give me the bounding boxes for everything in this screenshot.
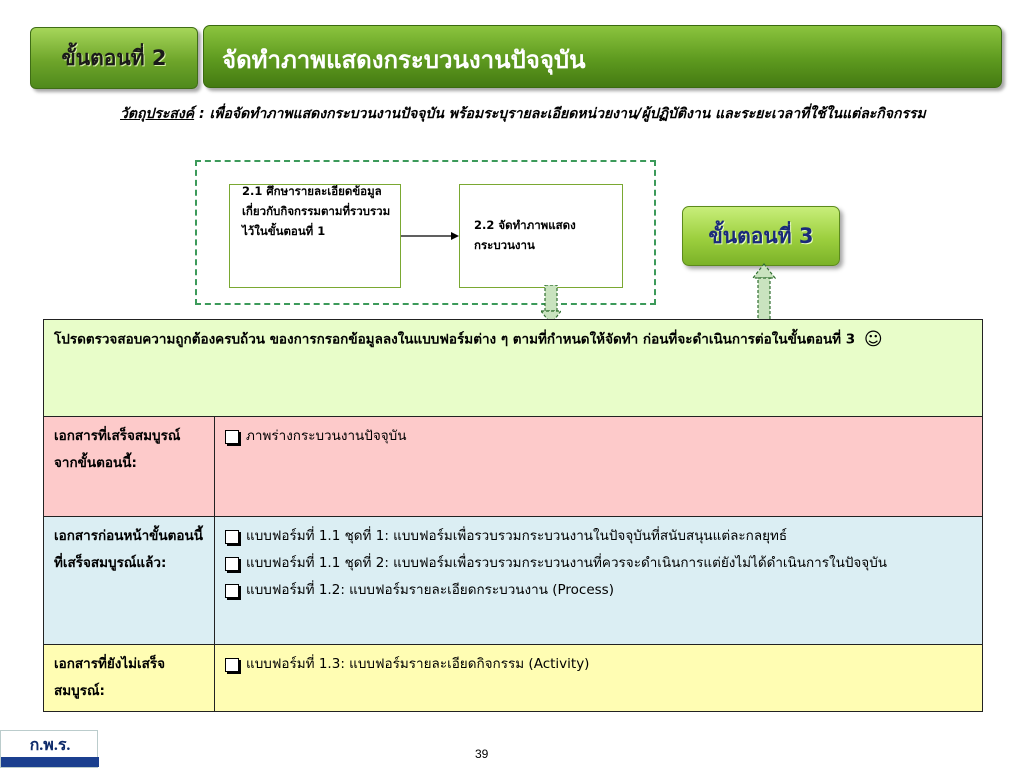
item-text: แบบฟอร์มที่ 1.2: แบบฟอร์มรายละเอียดกระบวนงาน (Process) (246, 582, 614, 598)
checkbox[interactable] (225, 530, 239, 544)
page-title: จัดทำภาพแสดงกระบวนงานปัจจุบัน (222, 46, 586, 74)
table-row (44, 417, 983, 517)
arrow-up-icon (752, 263, 776, 327)
list-item (225, 550, 972, 577)
checkbox[interactable] (225, 557, 239, 571)
intro-cell (44, 320, 983, 417)
list-item (225, 523, 972, 550)
table-row-intro (44, 320, 983, 417)
row-label-previous: เอกสารก่อนหน้าขั้นตอนนี้ที่เสร็จสมบูรณ์แล้ว: (44, 517, 215, 645)
checkbox[interactable] (225, 658, 239, 672)
step-2-2-box (459, 184, 623, 288)
step-2-1-box (229, 184, 401, 288)
item-text: แบบฟอร์มที่ 1.1 ชุดที่ 2: แบบฟอร์มเพื่อรวบรวมกระบวนงานที่ควรจะดำเนินการแต่ยังไม่ได้ดำเนินการในปัจจุบัน (246, 555, 888, 571)
logo (0, 730, 98, 768)
list-item (225, 577, 972, 604)
step-2-2-text: 2.2 จัดทำภาพแสดงกระบวนงาน (474, 218, 576, 252)
step-3-label: ขั้นตอนที่ 3 (708, 223, 814, 248)
step-2-1-text: 2.1 ศึกษารายละเอียดข้อมูลเกี่ยวกับกิจกรรมตามที่รวบรวมไว้ในขั้นตอนที่ 1 (242, 184, 391, 238)
row-items-completed (215, 417, 983, 517)
row-label-pending: เอกสารที่ยังไม่เสร็จสมบูรณ์: (44, 645, 215, 712)
checkbox[interactable] (225, 584, 239, 598)
list-item (225, 423, 972, 450)
logo-strip (1, 757, 99, 767)
step-2-label: ขั้นตอนที่ 2 (61, 45, 167, 70)
table-row (44, 517, 983, 645)
step-2-badge (30, 27, 198, 89)
objective (120, 101, 960, 128)
item-text: แบบฟอร์มที่ 1.1 ชุดที่ 1: แบบฟอร์มเพื่อรวบรวมกระบวนงานในปัจจุบันที่สนับสนุนแต่ละกลยุทธ์ (246, 528, 788, 544)
objective-label: วัตถุประสงค์ (120, 106, 195, 122)
item-text: แบบฟอร์มที่ 1.3: แบบฟอร์มรายละเอียดกิจกรรม (Activity) (246, 656, 590, 672)
connector-arrow (401, 230, 459, 242)
objective-text: : เพื่อจัดทำภาพแสดงกระบวนงานปัจจุบัน พร้อมระบุรายละเอียดหน่วยงาน/ผู้ปฏิบัติงาน และระยะเวลาที่ใช้ในแต่ละกิจกรรม (194, 106, 926, 122)
title-bar (203, 25, 1002, 88)
list-item (225, 651, 972, 678)
table-row (44, 645, 983, 712)
logo-text: ก.พ.ร. (29, 737, 71, 754)
row-label-completed: เอกสารที่เสร็จสมบูรณ์ จากขั้นตอนนี้: (44, 417, 215, 517)
smiley-icon: ☺ (863, 329, 883, 350)
row-items-previous (215, 517, 983, 645)
step-3-badge (682, 206, 840, 266)
page-number: 39 (475, 747, 489, 761)
item-text: ภาพร่างกระบวนงานปัจจุบัน (246, 428, 407, 444)
intro-text: โปรดตรวจสอบความถูกต้องครบถ้วน ของการกรอกข้อมูลลงในแบบฟอร์มต่าง ๆ ตามที่กำหนดให้จัดทำ ก่อนที่จะดำเนินการต่อในขั้นตอนที่ 3 (54, 331, 856, 348)
checklist-table (43, 319, 983, 712)
row-items-pending (215, 645, 983, 712)
checkbox[interactable] (225, 430, 239, 444)
